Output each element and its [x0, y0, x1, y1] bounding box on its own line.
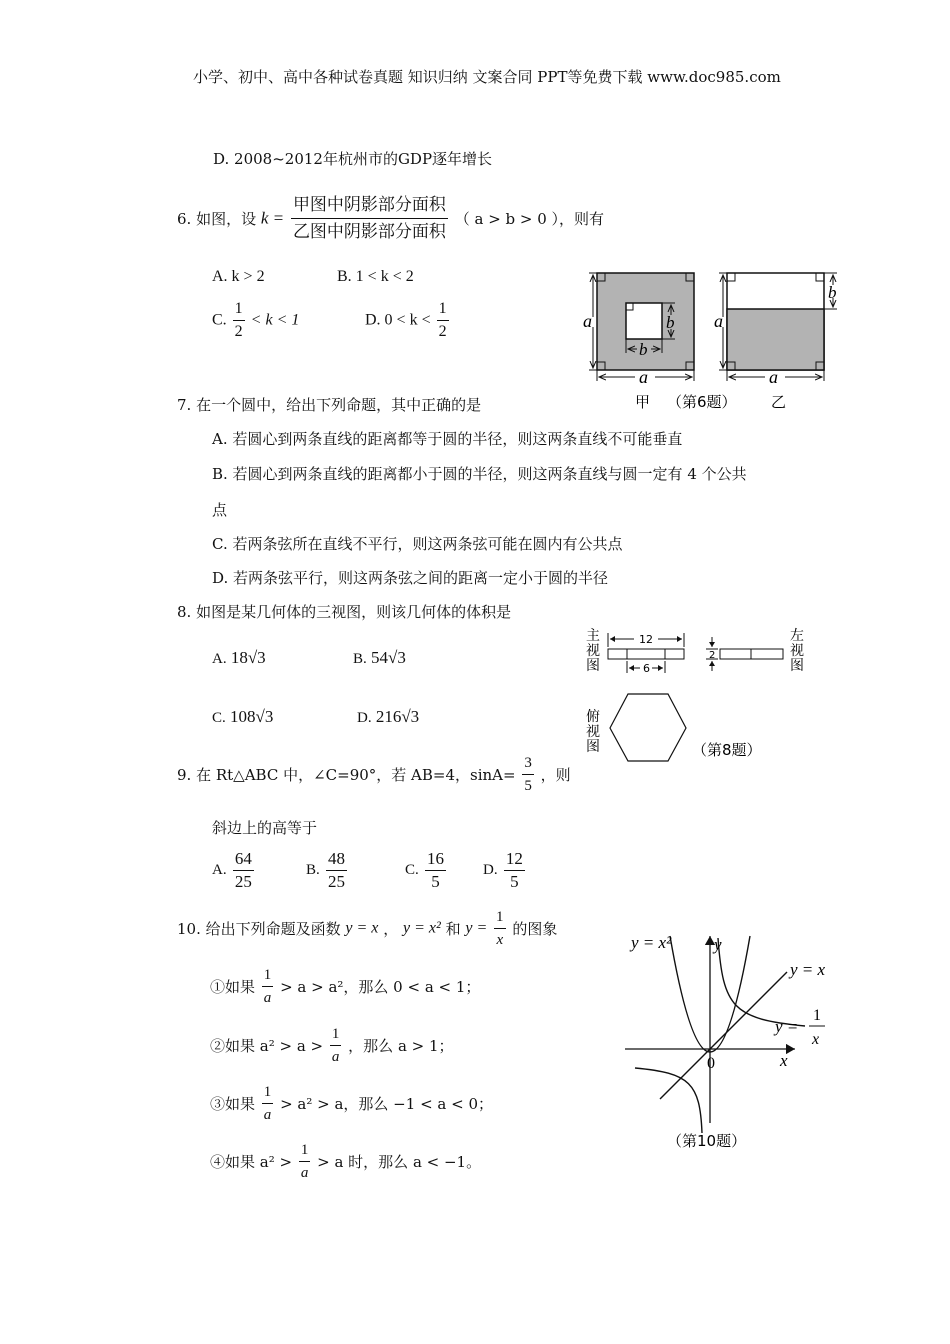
q10-func-inverse: y = — [465, 919, 488, 937]
q10-label-x: x — [780, 1051, 788, 1070]
q8-caption: （第8题） — [692, 741, 762, 759]
q9-option-a-den: 25 — [234, 872, 252, 891]
q8-top-view-hexagon — [610, 694, 686, 761]
q9-option-d-frac — [504, 848, 525, 893]
q10-prop-1-pre: ①如果 — [210, 978, 256, 996]
q9-stem — [177, 752, 571, 797]
q6-k-eq: k = — [260, 208, 285, 228]
q6-yi-a-left: a — [714, 311, 723, 331]
q9-option-a-frac — [233, 848, 254, 893]
q10-figure — [615, 918, 850, 1158]
q6-option-c-ineq: < k < 1 — [250, 311, 300, 329]
q6-option-c-label: C. — [212, 311, 227, 329]
q6-fraction-num: 甲图中阴影部分面积 — [291, 192, 448, 219]
q8-option-d-label: D. — [357, 710, 372, 726]
q6-option-d-den: 2 — [438, 323, 447, 340]
q10-func-linear: y = x — [345, 919, 379, 937]
q5-option-d: D. 2008~2012年杭州市的GDP逐年增长 — [213, 150, 493, 168]
q10-func-inverse-frac — [494, 906, 506, 951]
q10-func-inverse-den: x — [496, 932, 504, 948]
q6-caption: （第6题） — [667, 393, 737, 411]
q6-option-c-frac — [233, 298, 245, 343]
q10-prop-2-pre: ②如果 a² > a > — [210, 1037, 324, 1055]
q10-prop-1-post: > a > a²，那么 0 < a < 1； — [280, 978, 481, 996]
q10-prop-4-frac — [299, 1139, 311, 1184]
q10-prop-4 — [210, 1139, 481, 1184]
q9-option-c-den: 5 — [431, 872, 440, 891]
q10-prop-2-den: a — [331, 1049, 340, 1065]
q6-jia-label: 甲 — [635, 393, 651, 411]
q9-sin-frac — [522, 752, 534, 797]
q10-origin-label: 0 — [707, 1055, 715, 1072]
q10-label-hyperbola-num: 1 — [813, 1007, 821, 1024]
q9-option-d-den: 5 — [510, 872, 519, 891]
page-header: 小学、初中、高中各种试卷真题 知识归纳 文案合同 PPT等免费下载 www.doc985.com — [193, 68, 781, 86]
q10-stem-post: 的图象 — [512, 920, 558, 938]
q8-option-c-value: 108√3 — [230, 707, 274, 726]
q6-fraction — [291, 192, 448, 245]
q8-option-b — [353, 648, 406, 668]
q7-stem: 7. 在一个圆中，给出下列命题，其中正确的是 — [177, 396, 482, 414]
q10-stem — [177, 906, 557, 951]
q8-option-b-value: 54√3 — [371, 648, 406, 667]
q6-yi-label: 乙 — [771, 393, 787, 411]
q8-stem: 8. 如图是某几何体的三视图，则该几何体的体积是 — [177, 603, 512, 621]
q6-jia-inner-hole — [626, 303, 662, 339]
q8-option-b-label: B. — [353, 651, 367, 667]
q10-stem-pre: 10. 给出下列命题及函数 — [177, 920, 341, 938]
q6-option-c-num: 1 — [233, 298, 245, 321]
q9-option-d-label: D. — [483, 862, 498, 878]
q7-option-b: B. 若圆心到两条直线的距离都小于圆的半径，则这两条直线与圆一定有 4 个公共 — [212, 465, 747, 483]
q9-option-b-label: B. — [306, 862, 320, 878]
q9-option-c-frac — [425, 848, 446, 893]
q10-prop-3-den: a — [263, 1107, 272, 1123]
q9-option-b-frac — [326, 848, 347, 893]
q8-length-12: 12 — [639, 633, 653, 646]
q10-prop-3-pre: ③如果 — [210, 1095, 256, 1113]
q10-prop-1 — [210, 964, 480, 1009]
q6-jia-a-bottom: a — [639, 367, 648, 387]
q10-prop-1-den: a — [263, 990, 272, 1006]
q10-prop-3-frac — [262, 1081, 274, 1126]
q9-option-c — [405, 848, 448, 893]
q8-length-6: 6 — [643, 662, 650, 675]
q6-fraction-den: 乙图中阴影部分面积 — [292, 222, 446, 241]
q10-prop-2-post: ，那么 a > 1； — [348, 1037, 454, 1055]
q10-label-hyperbola-den: x — [812, 1031, 820, 1048]
q10-prop-3-num: 1 — [262, 1081, 274, 1104]
q6-stem — [177, 192, 604, 245]
q6-stem-pre: 6. 如图，设 — [177, 210, 257, 228]
q7-option-d: D. 若两条弦平行，则这两条弦之间的距离一定小于圆的半径 — [212, 569, 609, 587]
q8-option-d-value: 216√3 — [375, 707, 420, 726]
q10-label-hyperbola-pre: y = — [775, 1017, 799, 1036]
q8-option-c — [212, 707, 273, 727]
q6-yi-b-right: b — [828, 283, 837, 302]
q9-option-d-num: 12 — [504, 848, 525, 871]
q6-jia-b-bottom: b — [639, 340, 648, 359]
q6-jia-a-left: a — [583, 311, 592, 331]
q7-option-c: C. 若两条弦所在直线不平行，则这两条弦可能在圆内有公共点 — [212, 535, 623, 553]
q10-label-line: y = x — [790, 960, 826, 979]
q6-option-c-den: 2 — [234, 323, 243, 340]
q8-top-view-label: 俯视图 — [586, 709, 600, 755]
q6-option-d-ineq: D. 0 < k < — [365, 311, 431, 329]
q9-stem-pre: 9. 在 Rt△ABC 中，∠C=90°，若 AB=4，sinA= — [177, 766, 516, 784]
q9-sin-den: 5 — [524, 778, 532, 794]
q9-option-a — [212, 848, 256, 893]
q6-option-d — [365, 298, 451, 343]
q10-func-inverse-num: 1 — [494, 906, 506, 929]
q9-option-a-num: 64 — [233, 848, 254, 871]
q10-caption: （第10题） — [667, 1132, 747, 1150]
q10-prop-2 — [210, 1023, 454, 1068]
q6-yi-a-bottom: a — [769, 367, 778, 387]
q10-and: 和 — [445, 920, 461, 938]
q6-option-d-num: 1 — [437, 298, 449, 321]
q10-prop-2-frac — [330, 1023, 342, 1068]
q10-prop-4-num: 1 — [299, 1139, 311, 1162]
q10-prop-4-post: > a 时，那么 a < −1。 — [317, 1153, 482, 1171]
q8-left-view-label: 左视图 — [790, 628, 804, 674]
q6-option-d-frac — [437, 298, 449, 343]
q8-option-d — [357, 707, 419, 727]
q8-main-view-rect — [608, 649, 684, 659]
q7-option-b-cont: 点 — [212, 501, 228, 519]
q9-option-c-num: 16 — [425, 848, 446, 871]
q10-label-parabola: y = x² — [631, 933, 672, 952]
q9-option-c-label: C. — [405, 862, 419, 878]
q6-figure — [575, 265, 850, 415]
q9-option-d — [483, 848, 527, 893]
q10-prop-3 — [210, 1081, 493, 1126]
q6-option-b: B. 1 < k < 2 — [337, 268, 414, 285]
q8-option-a-value: 18√3 — [230, 648, 266, 667]
q9-option-b-num: 48 — [326, 848, 347, 871]
q8-figure — [580, 625, 820, 765]
q8-option-c-label: C. — [212, 710, 226, 726]
q9-option-b-den: 25 — [328, 872, 346, 891]
q9-sin-num: 3 — [522, 752, 534, 775]
q9-stem-post: ，则 — [540, 766, 571, 784]
q10-func-square: y = x² — [402, 919, 441, 937]
q10-hyperbola-q1 — [718, 938, 805, 1026]
q10-line-y-eq-x — [660, 972, 787, 1099]
q6-option-a: A. k > 2 — [212, 268, 265, 285]
q9-option-a-label: A. — [212, 862, 227, 878]
q10-hyperbola-q3 — [635, 1068, 702, 1133]
q10-prop-4-pre: ④如果 a² > — [210, 1153, 293, 1171]
q10-prop-2-num: 1 — [330, 1023, 342, 1046]
q8-main-view-label: 主视图 — [586, 628, 600, 674]
q9-stem-line2: 斜边上的高等于 — [212, 819, 318, 837]
q10-sep: ， — [383, 920, 399, 938]
q8-option-a-label: A. — [212, 651, 227, 667]
q10-prop-1-num: 1 — [262, 964, 274, 987]
q10-label-y: y — [714, 935, 722, 954]
q6-yi-shaded-region — [727, 309, 824, 370]
q10-prop-4-den: a — [300, 1165, 309, 1181]
q6-option-c — [212, 298, 299, 343]
q10-prop-3-post: > a² > a，那么 −1 < a < 0； — [280, 1095, 493, 1113]
q8-height-2: 2 — [709, 650, 716, 661]
q10-prop-1-frac — [262, 964, 274, 1009]
q6-condition: （ a > b > 0 ），则有 — [454, 210, 605, 228]
q6-jia-b-right: b — [666, 313, 675, 332]
q8-option-a — [212, 648, 266, 668]
q9-option-b — [306, 848, 349, 893]
q7-option-a: A. 若圆心到两条直线的距离都等于圆的半径，则这两条直线不可能垂直 — [212, 430, 683, 448]
